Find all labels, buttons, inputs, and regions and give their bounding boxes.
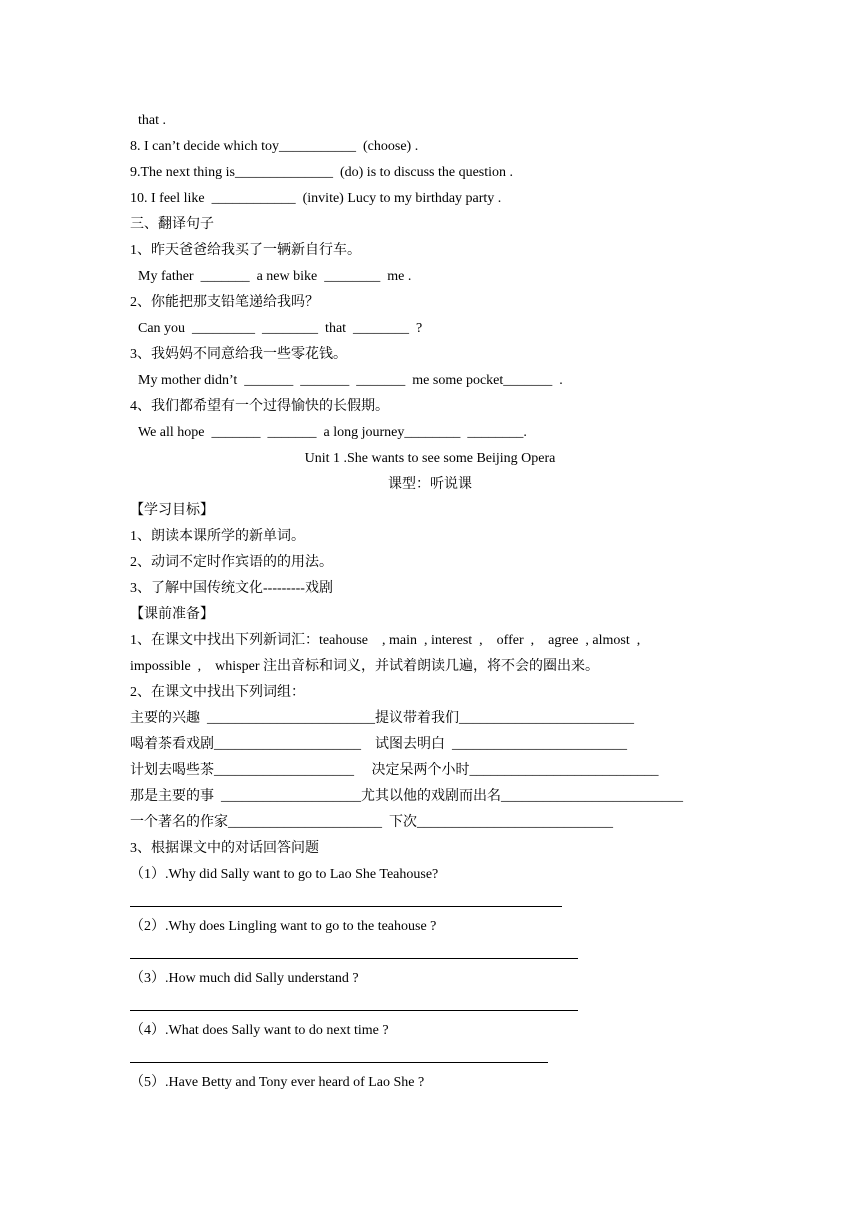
objective-item: 2、动词不定时作宾语的的用法。 <box>130 555 333 570</box>
prep-item: 1、在课文中找出下列新词汇：teahouse , main , interest , offer , agree , almost , <box>130 633 641 648</box>
translation-prompt: 3、我妈妈不同意给我一些零花钱。 <box>130 347 347 362</box>
translation-answer: My mother didn’t _______ _______ _______ me some pocket_______ . <box>138 373 563 388</box>
translation-answer: Can you _________ ________ that ________ ? <box>138 321 423 336</box>
lesson-type: 课型：听说课 <box>388 477 472 492</box>
answer-line <box>130 906 562 907</box>
text-line: that . <box>138 113 166 128</box>
question-1: （1）.Why did Sally want to go to Lao She Teahouse? <box>130 867 439 882</box>
unit-title: Unit 1 .She wants to see some Beijing Opera <box>304 451 556 466</box>
answer-line <box>130 1010 578 1011</box>
objective-item: 1、朗读本课所学的新单词。 <box>130 529 305 544</box>
objective-item: 3、了解中国传统文化---------戏剧 <box>130 581 333 596</box>
section-heading: 【课前准备】 <box>130 607 214 622</box>
section-heading: 三、翻译句子 <box>130 217 214 232</box>
phrase-row: 计划去喝些茶____________________ 决定呆两个小时___________________________ <box>130 763 659 778</box>
exercise-item-10: 10. I feel like ____________ (invite) Lucy to my birthday party . <box>130 191 502 206</box>
translation-answer: My father _______ a new bike ________ me . <box>138 269 412 284</box>
prep-item: 2、在课文中找出下列词组： <box>130 685 305 700</box>
translation-answer: We all hope _______ _______ a long journey________ ________. <box>138 425 527 440</box>
prep-item-continued: impossible , whisper 注出音标和词义，并试着朗读几遍，将不会的圈出来。 <box>130 659 599 674</box>
question-3: （3）.How much did Sally understand ? <box>130 971 359 986</box>
translation-prompt: 4、我们都希望有一个过得愉快的长假期。 <box>130 399 389 414</box>
prep-item: 3、根据课文中的对话回答问题 <box>130 841 319 856</box>
translation-prompt: 1、昨天爸爸给我买了一辆新自行车。 <box>130 243 361 258</box>
section-heading: 【学习目标】 <box>130 503 214 518</box>
question-4: （4）.What does Sally want to do next time ? <box>130 1023 389 1038</box>
phrase-row: 主要的兴趣 ________________________提议带着我们_________________________ <box>130 711 634 726</box>
exercise-item-8: 8. I can’t decide which toy___________ (choose) . <box>130 139 419 154</box>
phrase-row: 一个著名的作家______________________ 下次____________________________ <box>130 815 613 830</box>
phrase-row: 喝着茶看戏剧_____________________ 试图去明白 _________________________ <box>130 737 627 752</box>
question-5: （5）.Have Betty and Tony ever heard of Lao She ? <box>130 1075 425 1090</box>
answer-line <box>130 1062 548 1063</box>
phrase-row: 那是主要的事 ____________________尤其以他的戏剧而出名__________________________ <box>130 789 683 804</box>
answer-line <box>130 958 578 959</box>
translation-prompt: 2、你能把那支铅笔递给我吗？ <box>130 295 319 310</box>
exercise-item-9: 9.The next thing is______________ (do) is to discuss the question . <box>130 165 514 180</box>
question-2: （2）.Why does Lingling want to go to the teahouse ? <box>130 919 437 934</box>
